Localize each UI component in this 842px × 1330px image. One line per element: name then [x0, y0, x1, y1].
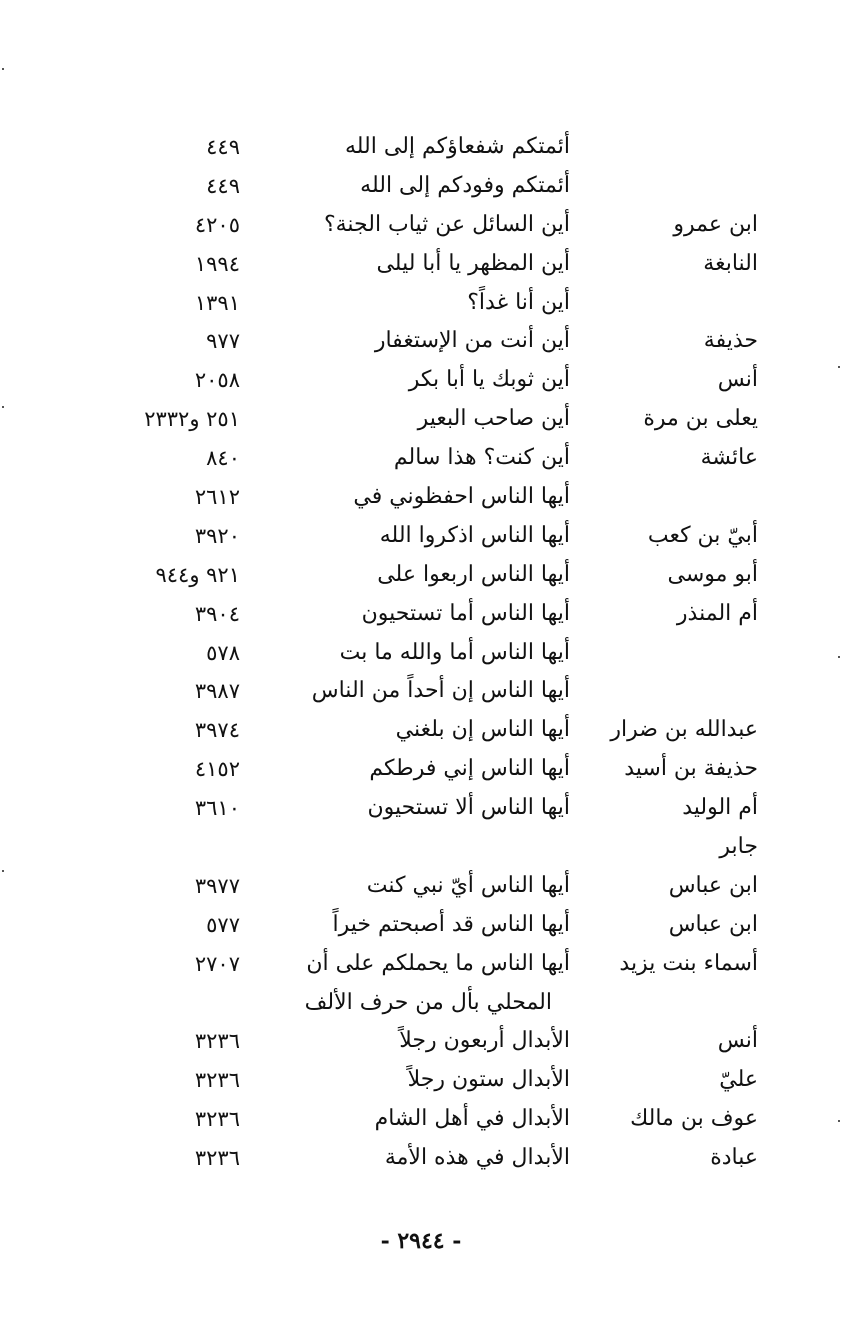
- narrator-name: عوف بن مالك: [630, 1106, 758, 1132]
- hadith-number: ٣٢٣٦: [194, 1107, 240, 1132]
- index-entry-row: [0, 828, 842, 867]
- hadith-number: ٣٩٧٤: [194, 718, 240, 743]
- hadith-incipit: الأبدال أربعون رجلاً: [399, 1028, 570, 1054]
- index-entry-row: [0, 322, 842, 361]
- scan-mark: [2, 406, 4, 408]
- narrator-name: ابن عباس: [668, 872, 758, 898]
- index-entry-row: [0, 789, 842, 828]
- hadith-incipit: أين أنت من الإستغفار: [374, 328, 570, 354]
- narrator-name: أبو موسى: [667, 561, 758, 587]
- index-entry-row: [0, 595, 842, 634]
- hadith-incipit: أيها الناس أيّ نبي كنت: [366, 872, 570, 898]
- hadith-number: ٣٢٣٦: [194, 1029, 240, 1054]
- index-entry-row: [0, 711, 842, 750]
- hadith-number: ٣٦١٠: [194, 796, 240, 821]
- narrator-name: عليّ: [719, 1067, 758, 1093]
- hadith-number: ٤٢٠٥: [194, 212, 240, 237]
- index-entry-row: [0, 1061, 842, 1100]
- hadith-number: ٩٧٧: [206, 329, 240, 354]
- hadith-number: ٣٩٢٠: [194, 523, 240, 548]
- narrator-name: أم الوليد: [682, 795, 758, 821]
- narrator-name: جابر: [719, 834, 758, 860]
- index-entry-row: [0, 439, 842, 478]
- hadith-incipit: أيها الناس إني فرطكم: [369, 756, 570, 782]
- narrator-name: عبدالله بن ضرار: [610, 717, 758, 743]
- narrator-name: أنس: [717, 1028, 758, 1054]
- index-entry-row: [0, 1100, 842, 1139]
- hadith-number: ٢٥١ و٢٣٣٢: [144, 407, 240, 432]
- narrator-name: أسماء بنت يزيد: [619, 950, 758, 976]
- hadith-number: ٢٠٥٨: [194, 368, 240, 393]
- hadith-number: ٨٤٠: [206, 446, 240, 471]
- hadith-number: ٩٢١ و٩٤٤: [155, 562, 240, 587]
- section-heading: المحلي بأل من حرف الألف: [304, 989, 552, 1015]
- index-entry-row: [0, 517, 842, 556]
- hadith-incipit: أيها الناس إن أحداً من الناس: [311, 678, 570, 704]
- hadith-incipit: أين المظهر يا أبا ليلى: [376, 250, 570, 276]
- index-entry-row: [0, 1022, 842, 1061]
- index-entry-row: [0, 284, 842, 323]
- scan-mark: [838, 366, 840, 368]
- hadith-incipit: الأبدال ستون رجلاً: [407, 1067, 570, 1093]
- scan-mark: [838, 1120, 840, 1122]
- hadith-number: ٣٢٣٦: [194, 1146, 240, 1171]
- hadith-incipit: أيها الناس اربعوا على: [377, 561, 570, 587]
- index-entry-row: [0, 867, 842, 906]
- index-entry-row: [0, 556, 842, 595]
- hadith-incipit: أيها الناس إن بلغني: [395, 717, 570, 743]
- index-entry-row: [0, 245, 842, 284]
- hadith-incipit: أين ثوبك يا أبا بكر: [408, 367, 570, 393]
- hadith-number: ٣٩٨٧: [194, 679, 240, 704]
- index-entry-row: [0, 206, 842, 245]
- index-entry-row: [0, 906, 842, 945]
- hadith-number: ٥٧٧: [206, 912, 240, 937]
- narrator-name: ابن عمرو: [673, 211, 758, 237]
- hadith-number: ١٣٩١: [194, 290, 240, 315]
- hadith-index-list: [0, 128, 842, 1178]
- hadith-incipit: أيها الناس أما والله ما بت: [339, 639, 570, 665]
- index-entry-row: [0, 128, 842, 167]
- section-heading-row: [0, 984, 842, 1023]
- hadith-incipit: أيها الناس احفظوني في: [353, 484, 570, 510]
- hadith-incipit: أئمتكم شفعاؤكم إلى الله: [344, 134, 570, 159]
- hadith-number: ٤٤٩: [206, 135, 240, 159]
- hadith-incipit: أيها الناس ما يحملكم على أن: [306, 950, 570, 976]
- index-entry-row: [0, 361, 842, 400]
- scan-mark: [2, 68, 4, 70]
- hadith-incipit: الأبدال في أهل الشام: [374, 1106, 570, 1132]
- hadith-incipit: الأبدال في هذه الأمة: [384, 1145, 570, 1171]
- hadith-number: ٣٩٧٧: [194, 873, 240, 898]
- narrator-name: يعلى بن مرة: [643, 406, 758, 432]
- narrator-name: أبيّ بن كعب: [647, 522, 758, 548]
- hadith-incipit: أيها الناس ألا تستحيون: [367, 795, 570, 821]
- hadith-incipit: أئمتكم وفودكم إلى الله: [360, 172, 570, 198]
- narrator-name: أم المنذر: [676, 600, 758, 626]
- index-entry-row: [0, 400, 842, 439]
- narrator-name: حذيفة بن أسيد: [624, 756, 758, 782]
- scan-mark: [2, 870, 4, 872]
- narrator-name: عبادة: [710, 1145, 758, 1171]
- page-number: - ٢٩٤٤ -: [380, 1228, 462, 1254]
- hadith-number: ٣٩٠٤: [194, 601, 240, 626]
- hadith-number: ٤١٥٢: [194, 757, 240, 782]
- narrator-name: أنس: [717, 367, 758, 393]
- hadith-number: ٥٧٨: [206, 640, 240, 665]
- index-entry-row: [0, 634, 842, 673]
- index-entry-row: [0, 945, 842, 984]
- hadith-incipit: أيها الناس قد أصبحتم خيراً: [332, 911, 570, 937]
- hadith-incipit: أين أنا غداً؟: [467, 289, 570, 315]
- index-entry-row: [0, 750, 842, 789]
- hadith-number: ٢٧٠٧: [194, 951, 240, 976]
- narrator-name: النابغة: [703, 250, 758, 276]
- hadith-number: ٣٢٣٦: [194, 1068, 240, 1093]
- hadith-incipit: أيها الناس اذكروا الله: [379, 522, 570, 548]
- hadith-incipit: أين السائل عن ثياب الجنة؟: [323, 211, 570, 237]
- hadith-incipit: أين صاحب البعير: [417, 406, 570, 432]
- hadith-incipit: أيها الناس أما تستحيون: [361, 600, 570, 626]
- hadith-number: ٤٤٩: [206, 173, 240, 198]
- index-entry-row: [0, 167, 842, 206]
- scan-mark: [838, 656, 840, 658]
- index-entry-row: [0, 478, 842, 517]
- index-entry-row: [0, 672, 842, 711]
- narrator-name: حذيفة: [703, 328, 758, 354]
- hadith-incipit: أين كنت؟ هذا سالم: [393, 445, 570, 471]
- hadith-number: ١٩٩٤: [194, 251, 240, 276]
- hadith-number: ٢٦١٢: [194, 485, 240, 510]
- narrator-name: ابن عباس: [668, 911, 758, 937]
- narrator-name: عائشة: [700, 445, 758, 471]
- index-entry-row: [0, 1139, 842, 1178]
